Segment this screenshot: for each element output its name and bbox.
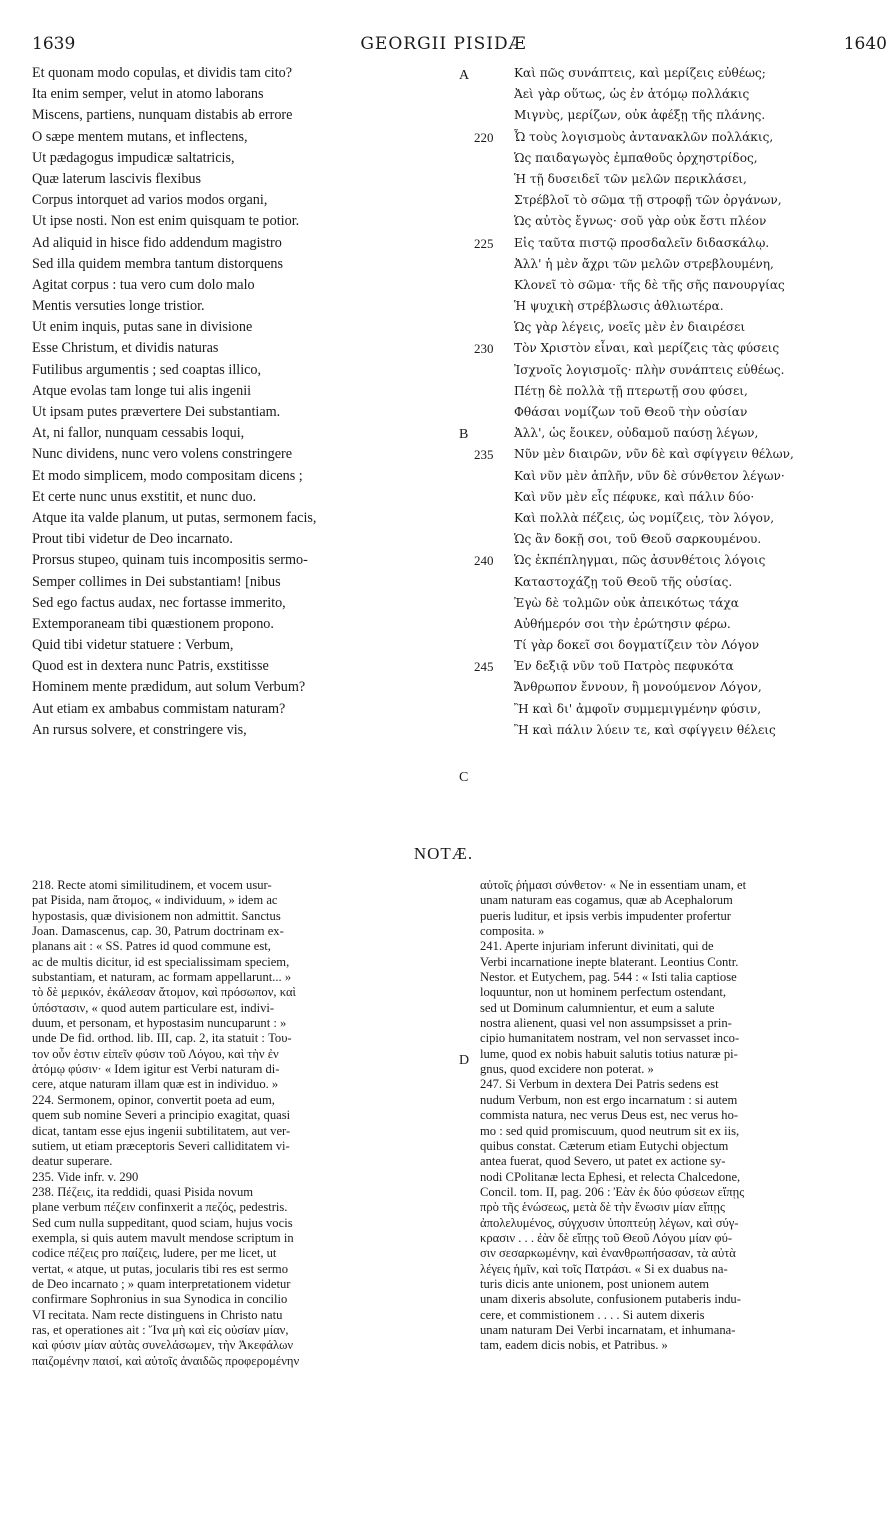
latin-verse-line: Sed ego factus audax, nec fortasse immerito, xyxy=(32,594,286,611)
greek-verse-text: Καὶ πῶς συνάπτεις, καὶ μερίζεις εὐθέως; xyxy=(514,66,766,80)
greek-verse-line xyxy=(474,656,887,677)
line-number: 230 xyxy=(474,341,494,357)
latin-verse-line: Quæ laterum lascivis flexibus xyxy=(32,170,202,187)
greek-verse-text: Καὶ νῦν μὲν εἷς πέφυκε, καὶ πάλιν δύο· xyxy=(514,489,755,504)
note-line: ἀπολελυμένος, σύγχυσιν ὑποπτεύῃ λέγων, καὶ σύγ- xyxy=(480,1215,739,1230)
latin-verse-line: At, ni fallor, nunquam cessabis loqui, xyxy=(32,425,245,442)
greek-verse-line xyxy=(474,169,887,190)
latin-verse-line: Esse Christum, et dividis naturas xyxy=(32,340,219,357)
greek-verse-text: Ἡ ψυχικὴ στρέβλωσις ἀθλιωτέρα. xyxy=(514,299,724,314)
greek-verse-line xyxy=(474,360,887,381)
line-number: 235 xyxy=(474,447,494,463)
note-line: gnus, quod excidere non poterat. » xyxy=(480,1062,654,1077)
latin-verse-line: Et modo simplicem, modo compositam dicens ; xyxy=(32,467,303,484)
note-line: καὶ φύσιν μίαν αὐτὰς συνελάσωμεν, τὴν Ἀκεφάλων xyxy=(32,1338,294,1353)
greek-verse-line xyxy=(474,466,887,487)
margin-letter-d: D xyxy=(459,1053,470,1068)
greek-verse-text: Καὶ πολλὰ πέζεις, ὡς νομίζεις, τὸν λόγον, xyxy=(514,510,775,525)
greek-verse-line xyxy=(474,402,887,423)
note-line: vertat, « atque, ut putas, jocularis tibi res est sermo xyxy=(32,1261,289,1276)
greek-verse-line xyxy=(474,105,887,126)
notes-left-column xyxy=(32,878,462,1369)
greek-verse-line xyxy=(474,677,887,698)
greek-verse-line xyxy=(474,63,887,84)
latin-verse-line: Ut enim inquis, putas sane in divisione xyxy=(32,319,253,336)
note-line: Sed cum nulla suppeditant, quod sciam, hujus vocis xyxy=(32,1215,293,1230)
latin-verse-line: Futilibus argumentis ; sed coaptas illico, xyxy=(32,361,262,378)
greek-verse-line xyxy=(474,233,887,254)
note-line: 238. Πέζεις, ita reddidi, quasi Pisida novum xyxy=(32,1184,254,1199)
greek-verse-text: Ἄνθρωπον ἔννουν, ἢ μονούμενον Λόγον, xyxy=(514,680,762,695)
note-line: αὐτοῖς ῥήμασι σύνθετον· « Ne in essentiam unam, et xyxy=(480,878,747,892)
greek-verse-text: Φθάσαι νομίζων τοῦ Θεοῦ τὴν οὐσίαν xyxy=(514,405,748,419)
greek-verse-text: Ὦ τοὺς λογισμοὺς ἀντανακλῶν πολλάκις, xyxy=(514,129,774,144)
latin-verse-line: Quid tibi videtur statuere : Verbum, xyxy=(32,637,234,654)
greek-verse-line xyxy=(474,614,887,635)
greek-verse-text: Κλονεῖ τὸ σῶμα· τῆς δὲ τῆς σῆς πανουργίας xyxy=(514,277,785,292)
note-line: plane verbum πέζειν confinxerit a πεζός, pedestris. xyxy=(32,1200,288,1215)
latin-verse-line: Miscens, partiens, nunquam distabis ab errore xyxy=(32,107,293,124)
greek-verse-text: Ὡς αὐτὸς ἔγνως· σοῦ γὰρ οὐκ ἔστι πλέον xyxy=(514,214,767,229)
note-line: nostra alienent, quasi vel non assumpsisset a prin- xyxy=(480,1016,732,1031)
note-line: composita. » xyxy=(480,924,545,939)
latin-verse-line: Atque ita valde planum, ut putas, sermonem facis, xyxy=(32,509,317,526)
greek-verse-line xyxy=(474,550,887,571)
greek-verse-line xyxy=(474,254,887,275)
note-line: ras, et operationes ait : Ἵνα μὴ καὶ εἰς οὐσίαν μίαν, xyxy=(32,1322,289,1337)
latin-translation-column xyxy=(32,63,462,741)
note-line: pat Pisida, nam ἄτομος, « individuum, » idem ac xyxy=(32,893,278,908)
latin-verse-line: An rursus solvere, et constringere vis, xyxy=(32,721,247,738)
note-line: cere, et commistionem . . . . Si autem dixeris xyxy=(480,1307,705,1322)
greek-verse-line xyxy=(474,338,887,359)
latin-verse-line: Sed illa quidem membra tantum distorquens xyxy=(32,255,283,272)
latin-verse-line: Prorsus stupeo, quinam tuis incompositis sermo- xyxy=(32,552,308,569)
latin-verse-line: Ut ipse nosti. Non est enim quisquam te potior. xyxy=(32,213,300,230)
note-line: sutiem, ut etiam præceptoris Severi calliditatem vi- xyxy=(32,1138,290,1153)
greek-text-column xyxy=(474,63,887,741)
latin-verse-line: Extemporaneam tibi quæstionem propono. xyxy=(32,615,274,632)
note-line: unde De fid. orthod. lib. III, cap. 2, ita statuit : Του- xyxy=(32,1031,292,1046)
greek-verse-text: Νῦν μὲν διαιρῶν, νῦν δὲ καὶ σφίγγειν θέλων, xyxy=(514,447,794,462)
note-line: quem sub nomine Severi a principio exagitat, quasi xyxy=(32,1108,291,1123)
note-line: unam dixeris absolute, confusionem putaberis indu- xyxy=(480,1292,741,1307)
note-line: antea fuerat, quod Severo, ut patet ex actione sy- xyxy=(480,1154,726,1169)
greek-verse-line xyxy=(474,84,887,105)
latin-verse-line: Ut ipsam putes prævertere Dei substantiam. xyxy=(32,404,281,420)
greek-verse-text: Ὡς ἐκπέπληγμαι, πῶς ἀσυνθέτοις λόγοις xyxy=(514,553,766,568)
greek-verse-text: Ἀλλ', ὡς ἔοικεν, οὐδαμοῦ παύσῃ λέγων, xyxy=(514,426,759,441)
greek-verse-line xyxy=(474,381,887,402)
latin-verse-line: Atque evolas tam longe tui alis ingenii xyxy=(32,382,252,399)
greek-verse-text: Ὡς παιδαγωγὸς ἐμπαθοῦς ὀρχηστρίδος, xyxy=(514,150,758,165)
note-line: Concil. tom. II, pag. 206 : Ἐὰν ἐκ δύο φύσεων εἴπῃς xyxy=(480,1184,745,1199)
note-line: mo : sed quid promiscuum, quod neutrum sit ex iis, xyxy=(480,1123,740,1138)
latin-verse-line: Ita enim semper, velut in atomo laborans xyxy=(32,86,264,103)
note-line: Joan. Damascenus, cap. 30, Patrum doctrinam ex- xyxy=(32,924,284,939)
note-line: λέγεις ἡμῖν, καὶ τοῖς Πατράσι. « Si ex duabus na- xyxy=(480,1261,728,1276)
note-line: exempla, si quis autem mavult mendose scriptum in xyxy=(32,1230,294,1245)
latin-verse-line: Hominem mente prædidum, aut solum Verbum? xyxy=(32,679,306,696)
greek-verse-text: Ἐν δεξιᾷ νῦν τοῦ Πατρὸς πεφυκότα xyxy=(514,659,734,674)
note-line: loquuntur, non ut hominem perfectum ostendant, xyxy=(480,985,727,1000)
greek-verse-line xyxy=(474,593,887,614)
latin-verse-line: Mentis versuties longe tristior. xyxy=(32,298,205,315)
note-line: dicat, tantam esse ejus ingenii subtilitatem, aut ver- xyxy=(32,1123,291,1138)
margin-letter-b: B xyxy=(459,427,469,442)
greek-verse-line xyxy=(474,190,887,211)
note-line: 224. Sermonem, opinor, convertit poeta ad eum, xyxy=(32,1092,275,1107)
greek-verse-line xyxy=(474,508,887,529)
latin-verse-line: Aut etiam ex ambabus commistam naturam? xyxy=(32,700,286,717)
greek-verse-text: Ἰσχνοῖς λογισμοῖς· πλὴν συνάπτεις εὐθέως. xyxy=(514,362,785,377)
note-line: cipio humanitatem nostram, vel non servasset inco- xyxy=(480,1031,740,1046)
note-line: sed ut Dominum calumnientur, et eum a salute xyxy=(480,1000,715,1015)
latin-verse-line: Agitat corpus : tua vero cum dolo malo xyxy=(32,276,255,293)
note-line: σιν σεσαρκωμένην, καὶ ἐνανθρωπήσασαν, τὰ αὐτὰ xyxy=(480,1246,736,1261)
note-line: τον οὖν ἐστιν εἰπεῖν φύσιν τοῦ Λόγου, καὶ τὴν ἐν xyxy=(32,1046,279,1061)
latin-verse-line: Nunc dividens, nunc vero volens constringere xyxy=(32,446,293,463)
greek-verse-text: Τὸν Χριστὸν εἶναι, καὶ μερίζεις τὰς φύσεις xyxy=(514,341,780,356)
latin-verse-line: Et quonam modo copulas, et dividis tam cito? xyxy=(32,65,293,81)
page-number-right: 1640 xyxy=(843,34,887,54)
greek-verse-line xyxy=(474,444,887,465)
note-line: substantiam, et naturam, ac formam appellarunt... » xyxy=(32,970,292,985)
line-number: 220 xyxy=(474,129,494,145)
greek-verse-text: Ὡς ἂν δοκῇ σοι, τοῦ Θεοῦ σαρκουμένου. xyxy=(514,532,762,547)
note-line: 235. Vide infr. v. 290 xyxy=(32,1169,139,1184)
greek-verse-line xyxy=(474,127,887,148)
note-line: nudum Verbum, non est ergo incarnatum : si autem xyxy=(480,1092,738,1107)
note-line: παιζομένην παισί, καὶ αὐτοῖς ἀναιδῶς προφερομένην xyxy=(32,1353,300,1368)
latin-verse-line: Ut pædagogus impudicæ saltatricis, xyxy=(32,149,235,166)
note-line: hypostasis, quæ divisionem non admittit. Sanctus xyxy=(32,908,281,923)
note-line: τὸ δὲ μερικόν, ἐκάλεσαν ἄτομον, καὶ πρόσωπον, καὶ xyxy=(32,985,296,1000)
note-line: planans ait : « SS. Patres id quod commune est, xyxy=(32,939,271,954)
note-line: cere, atque naturam illam quæ est in individuo. » xyxy=(32,1077,279,1092)
note-line: ὑπόστασιν, « quod autem particulare est, indivi- xyxy=(32,1000,275,1015)
line-number: 245 xyxy=(474,659,494,675)
latin-verse-line: Corpus intorquet ad varios modos organi, xyxy=(32,192,268,209)
greek-verse-line xyxy=(474,148,887,169)
note-line: Nestor. et Eutychem, pag. 544 : « Isti talia captiose xyxy=(480,970,737,985)
greek-verse-text: Μιγνὺς, μερίζων, οὐκ ἀφέξῃ τῆς πλάνης. xyxy=(514,108,766,123)
margin-letter-a: A xyxy=(459,68,470,83)
latin-verse-line: Prout tibi videtur de Deo incarnato. xyxy=(32,531,233,548)
greek-verse-text: Ἡ τῇ δυσειδεῖ τῶν μελῶν περικλάσει, xyxy=(514,171,747,186)
note-line: VI recitata. Nam recte distinguens in Christo natu xyxy=(32,1307,283,1322)
note-line: tam, eadem dicis nobis, et Patribus. » xyxy=(480,1338,668,1353)
note-line: nodi CPolitanæ lecta Ephesi, et relecta Chalcedone, xyxy=(480,1169,741,1184)
note-line: Verbi incarnatione inepte blaterant. Leontius Contr. xyxy=(480,954,739,969)
greek-verse-text: Ἢ καὶ πάλιν λύειν τε, καὶ σφίγγειν θέλεις xyxy=(514,722,776,737)
note-line: confirmare Sophronius in sua Synodica in concilio xyxy=(32,1292,288,1307)
page-number-left: 1639 xyxy=(32,34,76,54)
latin-verse-line: Ad aliquid in hisce fido addendum magistro xyxy=(32,234,282,251)
note-line: unam naturam Dei Verbi incarnatam, et inhumana- xyxy=(480,1322,736,1337)
note-line: κρασιν . . . ἐὰν δὲ εἴπῃς τοῦ Θεοῦ Λόγου μίαν φύ- xyxy=(480,1230,733,1245)
greek-verse-line xyxy=(474,317,887,338)
note-line: 247. Si Verbum in dextera Dei Patris sedens est xyxy=(480,1077,719,1092)
note-line: ac de multis dicitur, id est specialissimam speciem, xyxy=(32,954,290,969)
greek-verse-line xyxy=(474,720,887,741)
page-header xyxy=(0,34,887,62)
greek-verse-text: Στρέβλοῖ τὸ σῶμα τῇ στροφῇ τῶν ὀργάνων, xyxy=(514,193,782,208)
latin-verse-line: O sæpe mentem mutans, et inflectens, xyxy=(32,128,248,145)
greek-verse-line xyxy=(474,529,887,550)
note-line: de Deo incarnato ; » quam interpretationem videtur xyxy=(32,1276,291,1291)
greek-verse-text: Ὡς γὰρ λέγεις, νοεῖς μὲν ἐν διαιρέσει xyxy=(514,320,746,335)
note-line: quibus constat. Cæterum etiam Eutychi objectum xyxy=(480,1138,729,1153)
line-number: 225 xyxy=(474,235,494,251)
greek-verse-text: Πέτῃ δὲ πολλὰ τῇ πτερωτῇ σου φύσει, xyxy=(514,383,748,398)
greek-verse-text: Ἀλλ' ἡ μὲν ἄχρι τῶν μελῶν στρεβλουμένη, xyxy=(514,256,774,271)
notes-heading: NOTÆ. xyxy=(413,844,474,863)
margin-letter-c: C xyxy=(459,770,469,785)
greek-verse-text: Αὐθήμερόν σοι τὴν ἐρώτησιν φέρω. xyxy=(514,616,731,631)
greek-verse-text: Εἰς ταῦτα πιστῷ προσδαλεῖν διδασκάλῳ. xyxy=(514,235,770,250)
greek-verse-line xyxy=(474,635,887,656)
greek-verse-line xyxy=(474,487,887,508)
note-line: turis dicis ante unionem, post unionem autem xyxy=(480,1276,710,1291)
note-line: duum, et personam, et hypostasim nuncuparunt : » xyxy=(32,1016,287,1031)
greek-verse-line xyxy=(474,296,887,317)
greek-verse-line xyxy=(474,699,887,720)
note-line: deatur superare. xyxy=(32,1154,113,1169)
greek-verse-text: Ἢ καὶ δι' ἀμφοῖν συμμεμιγμένην φύσιν, xyxy=(514,701,762,716)
note-line: unam naturam eas cogamus, quæ ab Acephalorum xyxy=(480,893,733,908)
running-title: GEORGII PISIDÆ xyxy=(360,34,527,54)
greek-verse-text: Καὶ νῦν μὲν ἁπλῆν, νῦν δὲ σύνθετον λέγων· xyxy=(514,468,785,483)
notes-right-column xyxy=(480,878,887,1354)
note-line: lume, quod ex nobis habuit salutis totius naturæ pi- xyxy=(480,1046,738,1061)
greek-verse-line xyxy=(474,572,887,593)
greek-verse-text: Ἀεὶ γὰρ οὕτως, ὡς ἐν ἀτόμῳ πολλάκις xyxy=(514,87,750,102)
note-line: 218. Recte atomi similitudinem, et vocem usur- xyxy=(32,878,272,892)
note-line: πρὸ τῆς ἑνώσεως, μετὰ δὲ τὴν ἕνωσιν μίαν εἴπῃς xyxy=(480,1200,725,1215)
latin-verse-line: Semper collimes in Dei substantiam! [nibus xyxy=(32,573,281,590)
note-line: 241. Aperte injuriam inferunt divinitati, qui de xyxy=(480,939,714,954)
greek-verse-text: Ἐγὼ δὲ τολμῶν οὐκ ἀπεικότως τάχα xyxy=(514,595,739,610)
greek-verse-line xyxy=(474,211,887,232)
note-line: pueris luditur, et ipsis verbis impudenter profertur xyxy=(480,908,731,923)
latin-verse-line: Et certe nunc unus exstitit, et nunc duo. xyxy=(32,488,257,505)
note-line: commista natura, nec verus Deus est, nec verus ho- xyxy=(480,1108,739,1123)
greek-verse-line xyxy=(474,275,887,296)
greek-verse-line xyxy=(474,423,887,444)
greek-verse-text: Τί γὰρ δοκεῖ σοι δογματίζειν τὸν Λόγον xyxy=(514,638,760,653)
note-line: ἀτόμῳ φύσιν· « Idem igitur est Verbi naturam di- xyxy=(32,1062,280,1077)
latin-verse-line: Quod est in dextera nunc Patris, exstitisse xyxy=(32,658,269,675)
line-number: 240 xyxy=(474,553,494,569)
note-line: codice πέζεις pro παίζεις, ludere, per me licet, ut xyxy=(32,1246,277,1261)
greek-verse-text: Καταστοχάζῃ τοῦ Θεοῦ τῆς οὐσίας. xyxy=(514,574,733,589)
